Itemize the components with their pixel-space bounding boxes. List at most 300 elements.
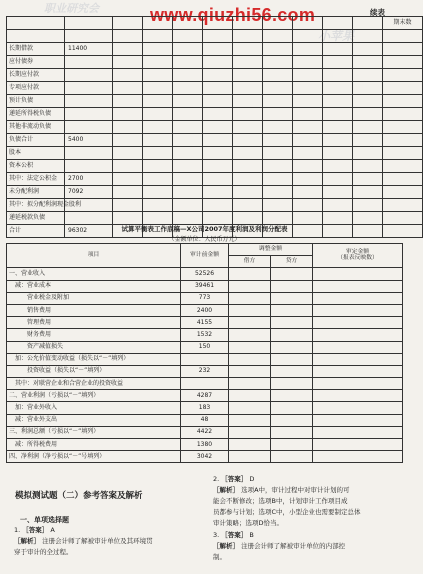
empty-cell xyxy=(173,56,203,69)
empty-cell xyxy=(233,212,263,225)
table-row xyxy=(7,212,423,225)
empty-cell xyxy=(383,95,423,108)
header-audited-label: 审定金额 xyxy=(345,248,370,255)
empty-cell xyxy=(383,199,423,212)
empty-cell xyxy=(143,17,173,30)
empty-cell xyxy=(233,56,263,69)
q3-analysis-line1 xyxy=(213,543,345,551)
empty-cell xyxy=(143,108,173,121)
row-value xyxy=(65,95,113,108)
empty-cell xyxy=(203,43,233,56)
credit-cell xyxy=(271,378,313,390)
empty-cell xyxy=(353,108,383,121)
empty-cell xyxy=(383,69,423,82)
table-row xyxy=(7,439,403,451)
empty-cell xyxy=(293,43,323,56)
empty-cell xyxy=(113,82,143,95)
row-label: 股本 xyxy=(7,147,65,160)
empty-cell xyxy=(293,173,323,186)
audited-cell xyxy=(313,426,403,438)
header-audited xyxy=(313,244,403,268)
row-value: 1532 xyxy=(181,329,229,341)
debit-cell xyxy=(229,378,271,390)
row-label: 减：所得税费用 xyxy=(7,439,181,451)
section-heading: 一、单项选择题 xyxy=(20,516,69,524)
empty-cell xyxy=(293,212,323,225)
row-label: 减：营业成本 xyxy=(7,280,181,292)
credit-cell xyxy=(271,304,313,316)
q2-answer-value: D xyxy=(249,475,255,483)
table-row xyxy=(7,402,403,414)
q2-analysis-text1: 选项A中，审计过程中对审计计划的可 xyxy=(241,486,350,494)
row-label: 加：公允价值变动收益（损失以“－”填列） xyxy=(7,353,181,365)
empty-cell xyxy=(293,121,323,134)
audited-cell xyxy=(313,304,403,316)
empty-cell xyxy=(173,95,203,108)
empty-cell xyxy=(323,108,353,121)
audited-cell xyxy=(313,402,403,414)
header-audited-sub: （报表反映数） xyxy=(337,254,378,261)
empty-cell xyxy=(323,134,353,147)
q1-analysis-line1 xyxy=(14,538,153,546)
empty-cell xyxy=(263,173,293,186)
empty-cell xyxy=(323,82,353,95)
empty-cell xyxy=(113,17,143,30)
empty-cell xyxy=(233,69,263,82)
row-label: 递延税款负债 xyxy=(7,212,65,225)
credit-cell xyxy=(271,439,313,451)
empty-cell xyxy=(143,173,173,186)
row-label: 应付债券 xyxy=(7,56,65,69)
empty-cell xyxy=(263,121,293,134)
empty-cell xyxy=(263,186,293,199)
row-value: 4287 xyxy=(181,390,229,402)
empty-cell xyxy=(203,147,233,160)
row-value: 96302 xyxy=(65,225,113,238)
empty-cell xyxy=(353,82,383,95)
empty-cell xyxy=(203,134,233,147)
empty-cell xyxy=(323,147,353,160)
empty-cell xyxy=(263,30,293,43)
debit-cell xyxy=(229,268,271,280)
debit-cell xyxy=(229,414,271,426)
table-row xyxy=(7,173,423,186)
header-item: 项目 xyxy=(7,244,181,268)
empty-cell xyxy=(293,134,323,147)
debit-cell xyxy=(229,451,271,463)
empty-cell xyxy=(353,186,383,199)
empty-cell xyxy=(323,186,353,199)
row-value: 773 xyxy=(181,292,229,304)
faint-watermark-left: 职业研究会 xyxy=(44,3,99,15)
row-value: 1380 xyxy=(181,439,229,451)
q1-answer-value: A xyxy=(50,526,55,534)
row-label: 长期借款 xyxy=(7,43,65,56)
q3-number: 3. xyxy=(213,531,220,539)
table-row xyxy=(7,199,423,212)
empty-cell xyxy=(233,17,263,30)
empty-cell xyxy=(383,186,423,199)
q1-analysis-text1: 注册会计师了解被审计单位及其环境贯 xyxy=(42,537,153,545)
audited-cell xyxy=(313,329,403,341)
row-label: 资产减值损失 xyxy=(7,341,181,353)
q2-analysis-tag: ［解析］ xyxy=(213,486,239,494)
debit-cell xyxy=(229,280,271,292)
empty-cell xyxy=(233,30,263,43)
empty-cell xyxy=(203,108,233,121)
row-value xyxy=(65,147,113,160)
empty-cell xyxy=(173,43,203,56)
credit-cell xyxy=(271,329,313,341)
credit-cell xyxy=(271,268,313,280)
empty-cell xyxy=(173,121,203,134)
empty-cell xyxy=(173,212,203,225)
table-row xyxy=(7,414,403,426)
empty-cell xyxy=(263,69,293,82)
empty-cell xyxy=(383,30,423,43)
empty-cell xyxy=(353,173,383,186)
row-label: 长期应付款 xyxy=(7,69,65,82)
table-row xyxy=(7,30,423,43)
header-debit: 借方 xyxy=(229,256,271,268)
row-label: 其他非流动负债 xyxy=(7,121,65,134)
empty-cell xyxy=(173,160,203,173)
empty-cell xyxy=(263,56,293,69)
empty-cell xyxy=(293,108,323,121)
site-watermark: www.qiuzhi56.com xyxy=(150,5,316,25)
q3-analysis-line2: 制。 xyxy=(213,553,226,561)
empty-cell xyxy=(353,30,383,43)
row-value: 39461 xyxy=(181,280,229,292)
empty-cell xyxy=(293,186,323,199)
empty-cell xyxy=(293,69,323,82)
empty-cell xyxy=(353,69,383,82)
q2-answer-tag: ［答案］ xyxy=(221,475,248,483)
empty-cell xyxy=(263,199,293,212)
empty-cell xyxy=(233,108,263,121)
income-table-body xyxy=(7,268,403,463)
audited-cell xyxy=(313,317,403,329)
empty-cell xyxy=(323,95,353,108)
row-label: 资本公积 xyxy=(7,160,65,173)
audited-cell xyxy=(313,378,403,390)
credit-cell xyxy=(271,353,313,365)
row-value: 232 xyxy=(181,365,229,377)
empty-cell xyxy=(113,108,143,121)
row-label: 四、净利润（净亏损以“－”号填列） xyxy=(7,451,181,463)
empty-cell xyxy=(203,212,233,225)
debit-cell xyxy=(229,426,271,438)
debit-cell xyxy=(229,329,271,341)
row-value: 2700 xyxy=(65,173,113,186)
empty-cell xyxy=(113,43,143,56)
empty-cell xyxy=(113,212,143,225)
balance-sheet-continuation-table xyxy=(6,16,423,238)
empty-cell xyxy=(113,30,143,43)
q3-answer-value: B xyxy=(249,531,254,539)
row-label: 一、营业收入 xyxy=(7,268,181,280)
credit-cell xyxy=(271,365,313,377)
row-label: 专项应付款 xyxy=(7,82,65,95)
continued-label: 续表 xyxy=(370,8,385,17)
row-label: 管理费用 xyxy=(7,317,181,329)
empty-cell xyxy=(173,17,203,30)
row-label: 营业税金及附加 xyxy=(7,292,181,304)
table-row xyxy=(7,121,423,134)
row-label: 负债合计 xyxy=(7,134,65,147)
table-row xyxy=(7,341,403,353)
debit-cell xyxy=(229,365,271,377)
empty-cell xyxy=(383,147,423,160)
q1-analysis-line2: 穿于审计的全过程。 xyxy=(14,548,73,556)
empty-cell xyxy=(233,173,263,186)
row-value xyxy=(65,108,113,121)
row-value: 52526 xyxy=(181,268,229,280)
empty-cell xyxy=(353,56,383,69)
q3-answer xyxy=(213,532,254,540)
empty-cell xyxy=(203,173,233,186)
row-label: 销售费用 xyxy=(7,304,181,316)
q2-answer xyxy=(213,476,254,484)
empty-cell xyxy=(323,199,353,212)
table-row xyxy=(7,378,403,390)
row-label: 三、利润总额（亏损以“－”填列） xyxy=(7,426,181,438)
debit-cell xyxy=(229,390,271,402)
q1-analysis-tag: ［解析］ xyxy=(14,537,40,545)
header-period-end: 期末数 xyxy=(383,17,423,30)
row-value xyxy=(181,378,229,390)
empty-cell xyxy=(293,30,323,43)
empty-cell xyxy=(353,17,383,30)
row-label: 投资收益（损失以“－”填列） xyxy=(7,365,181,377)
q3-analysis-text1: 注册会计师了解被审计单位的内部控 xyxy=(241,542,346,550)
row-value xyxy=(181,353,229,365)
empty-cell xyxy=(143,82,173,95)
answers-heading: 模拟测试题（二）参考答案及解析 xyxy=(15,491,143,501)
empty-cell xyxy=(323,56,353,69)
table-row xyxy=(7,134,423,147)
row-value xyxy=(65,69,113,82)
empty-cell xyxy=(323,43,353,56)
row-label: 二、营业利润（亏损以“－”填列） xyxy=(7,390,181,402)
empty-cell xyxy=(203,121,233,134)
empty-cell xyxy=(203,160,233,173)
audited-cell xyxy=(313,439,403,451)
audited-cell xyxy=(313,414,403,426)
row-value xyxy=(65,30,113,43)
empty-cell xyxy=(323,212,353,225)
row-value: 183 xyxy=(181,402,229,414)
row-label: 递延所得税负债 xyxy=(7,108,65,121)
empty-cell xyxy=(113,134,143,147)
empty-cell xyxy=(113,147,143,160)
table-row xyxy=(7,329,403,341)
credit-cell xyxy=(271,414,313,426)
table-row xyxy=(7,82,423,95)
credit-cell xyxy=(271,451,313,463)
row-label xyxy=(7,17,65,30)
table-row xyxy=(7,43,423,56)
table-row xyxy=(7,280,403,292)
empty-cell xyxy=(233,147,263,160)
empty-cell xyxy=(113,56,143,69)
credit-cell xyxy=(271,292,313,304)
empty-cell xyxy=(323,173,353,186)
empty-cell xyxy=(383,56,423,69)
row-label: 未分配利润 xyxy=(7,186,65,199)
empty-cell xyxy=(293,95,323,108)
empty-cell xyxy=(383,173,423,186)
empty-cell xyxy=(143,147,173,160)
empty-cell xyxy=(173,147,203,160)
empty-cell xyxy=(293,147,323,160)
empty-cell xyxy=(203,69,233,82)
table-row xyxy=(7,95,423,108)
q2-number: 2. xyxy=(213,475,220,483)
empty-cell xyxy=(383,121,423,134)
empty-cell xyxy=(323,17,353,30)
table-row xyxy=(7,147,423,160)
q1-answer xyxy=(14,527,55,535)
table-row xyxy=(7,56,423,69)
table-row xyxy=(7,69,423,82)
audited-cell xyxy=(313,451,403,463)
empty-cell xyxy=(143,30,173,43)
empty-cell xyxy=(383,134,423,147)
table-row xyxy=(7,304,403,316)
empty-cell xyxy=(263,147,293,160)
row-label: 其中：拟分配利润现金股利 xyxy=(7,199,65,212)
row-value: 3042 xyxy=(181,451,229,463)
row-value: 7092 xyxy=(65,186,113,199)
empty-cell xyxy=(323,30,353,43)
empty-cell xyxy=(143,186,173,199)
table-row xyxy=(7,365,403,377)
empty-cell xyxy=(233,160,263,173)
empty-cell xyxy=(113,121,143,134)
empty-cell xyxy=(233,82,263,95)
audited-cell xyxy=(313,280,403,292)
empty-cell xyxy=(113,173,143,186)
table-row xyxy=(7,160,423,173)
debit-cell xyxy=(229,317,271,329)
empty-cell xyxy=(113,69,143,82)
row-label: 其中：对联营企业和合营企业的投资收益 xyxy=(7,378,181,390)
empty-cell xyxy=(323,69,353,82)
empty-cell xyxy=(353,212,383,225)
audited-cell xyxy=(313,365,403,377)
audited-cell xyxy=(313,353,403,365)
empty-cell xyxy=(383,108,423,121)
audited-cell xyxy=(313,390,403,402)
table-row xyxy=(7,108,423,121)
empty-cell xyxy=(143,56,173,69)
income-statement-table xyxy=(6,243,403,463)
q2-analysis-line4: 审计策略；选项D恰当。 xyxy=(213,519,284,527)
row-value: 4422 xyxy=(181,426,229,438)
empty-cell xyxy=(263,95,293,108)
empty-cell xyxy=(353,160,383,173)
empty-cell xyxy=(173,108,203,121)
empty-cell xyxy=(383,160,423,173)
row-label: 加：营业外收入 xyxy=(7,402,181,414)
empty-cell xyxy=(203,30,233,43)
empty-cell xyxy=(113,186,143,199)
credit-cell xyxy=(271,402,313,414)
empty-cell xyxy=(263,160,293,173)
empty-cell xyxy=(203,17,233,30)
header-adjustment: 调整金额 xyxy=(229,244,313,256)
empty-cell xyxy=(353,95,383,108)
debit-cell xyxy=(229,292,271,304)
row-label: 财务费用 xyxy=(7,329,181,341)
row-label xyxy=(7,30,65,43)
q1-number: 1. xyxy=(14,526,21,534)
q1-answer-tag: ［答案］ xyxy=(22,526,49,534)
row-value: 48 xyxy=(181,414,229,426)
q3-answer-tag: ［答案］ xyxy=(221,531,248,539)
empty-cell xyxy=(113,160,143,173)
empty-cell xyxy=(353,43,383,56)
empty-cell xyxy=(143,121,173,134)
row-value: 11400 xyxy=(65,43,113,56)
row-value xyxy=(65,121,113,134)
empty-cell xyxy=(173,82,203,95)
table-row xyxy=(7,17,423,30)
q2-analysis-line2: 能会不断修改；选项B中，计划审计工作项目成 xyxy=(213,497,348,505)
q2-analysis-line1 xyxy=(213,487,350,495)
debit-cell xyxy=(229,304,271,316)
empty-cell xyxy=(233,121,263,134)
table-row xyxy=(7,390,403,402)
debit-cell xyxy=(229,353,271,365)
empty-cell xyxy=(263,43,293,56)
empty-cell xyxy=(293,82,323,95)
empty-cell xyxy=(233,186,263,199)
empty-cell xyxy=(263,212,293,225)
table-row xyxy=(7,292,403,304)
row-value: 150 xyxy=(181,341,229,353)
table-row xyxy=(7,426,403,438)
debit-cell xyxy=(229,341,271,353)
audited-cell xyxy=(313,341,403,353)
row-value xyxy=(65,212,113,225)
row-value: 4155 xyxy=(181,317,229,329)
empty-cell xyxy=(323,160,353,173)
empty-cell xyxy=(263,134,293,147)
row-value xyxy=(65,17,113,30)
q2-analysis-line3: 员都参与计划；选项C中，小型企业也需要制定总体 xyxy=(213,508,361,516)
table-row xyxy=(7,317,403,329)
debit-cell xyxy=(229,439,271,451)
empty-cell xyxy=(173,134,203,147)
debit-cell xyxy=(229,402,271,414)
empty-cell xyxy=(203,199,233,212)
empty-cell xyxy=(383,212,423,225)
empty-cell xyxy=(353,134,383,147)
header-unaudited: 审计前金额 xyxy=(181,244,229,268)
empty-cell xyxy=(143,95,173,108)
row-value: 5400 xyxy=(65,134,113,147)
empty-cell xyxy=(293,199,323,212)
empty-cell xyxy=(353,199,383,212)
table-row xyxy=(7,186,423,199)
audited-cell xyxy=(313,292,403,304)
row-value xyxy=(65,160,113,173)
empty-cell xyxy=(353,147,383,160)
faint-watermark-right: 小苹果 xyxy=(318,29,355,43)
table-unit: （金额单位：人民币万元） xyxy=(168,236,241,243)
